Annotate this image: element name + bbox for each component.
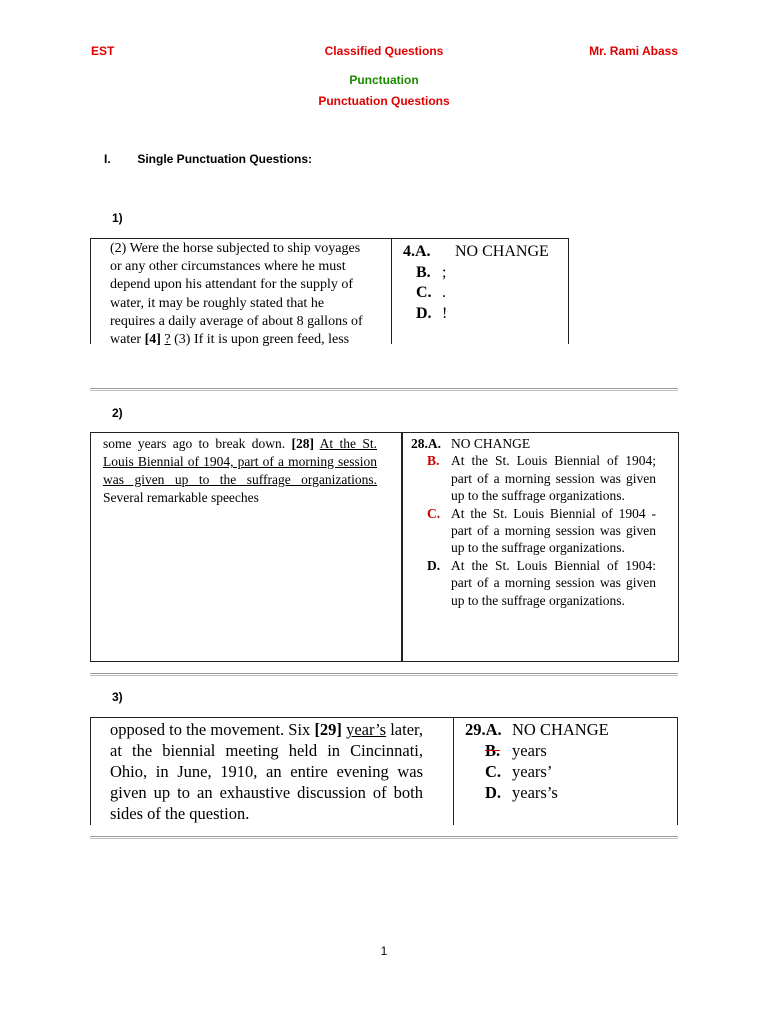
- q2-underlined: At the St. Louis Biennial of 1904, part of a morning session was given up to the suffrage organizations.: [103, 436, 377, 487]
- option-row: [465, 740, 609, 761]
- option-text: At the St. Louis Biennial of 1904; part of a morning session was given up to the suffrage organizations.: [451, 453, 656, 504]
- q3-passage: [110, 719, 423, 824]
- option-row: [465, 782, 609, 803]
- question-label-3: 3): [112, 690, 123, 704]
- option-row: [403, 263, 549, 284]
- option-text: ;: [442, 263, 447, 281]
- section-heading: [104, 152, 312, 166]
- page-subtitle: Punctuation Questions: [318, 94, 450, 108]
- option-label: 4.A.: [403, 243, 431, 260]
- option-label: B.: [485, 741, 501, 760]
- divider: [90, 388, 678, 391]
- option-label: 28.A.: [411, 436, 441, 451]
- option-label: 29.A.: [465, 720, 502, 739]
- option-row: [465, 719, 609, 740]
- q3-underlined: year’s: [346, 720, 387, 739]
- question-label-2: 2): [112, 406, 123, 420]
- divider: [90, 836, 678, 839]
- q3-number: [29]: [314, 720, 342, 739]
- option-text: NO CHANGE: [512, 720, 609, 739]
- option-label: D.: [485, 783, 502, 802]
- q1-line: depend upon his attendant for the supply of: [110, 277, 354, 293]
- topic-title: Punctuation: [349, 73, 419, 87]
- header-center: Classified Questions: [324, 44, 444, 58]
- section-title: Single Punctuation Questions:: [137, 152, 313, 166]
- option-label: B.: [416, 263, 431, 281]
- option-text: years’: [512, 762, 553, 781]
- q1-line: (2) Were the horse subjected to ship voyages: [110, 241, 361, 256]
- q2-options: [411, 435, 656, 609]
- option-label: B.: [427, 453, 440, 469]
- header-right: Mr. Rami Abass: [589, 44, 678, 58]
- option-label: C.: [416, 284, 432, 301]
- option-row: [403, 304, 549, 325]
- q3-text: later, at the biennial meeting held in Cincinnati, Ohio, in June, 1910, an entire evening was given up to an exhaustive discussion of both sides of the question.: [110, 720, 423, 823]
- q3-options: [465, 719, 609, 803]
- option-text: !: [442, 304, 448, 322]
- option-row: [403, 242, 549, 263]
- page-number: 1: [380, 944, 388, 958]
- divider: [90, 673, 678, 676]
- option-row: [411, 557, 656, 609]
- header-left: EST: [91, 44, 115, 58]
- q1-line: requires a daily average of about 8 gallons of: [110, 313, 363, 329]
- q1-options: [403, 242, 549, 324]
- q2-text: Several remarkable speeches: [103, 490, 259, 505]
- option-label: C.: [485, 762, 502, 781]
- option-text: NO CHANGE: [451, 436, 531, 451]
- option-label: C.: [427, 505, 441, 521]
- option-text: At the St. Louis Biennial of 1904: part of a morning session was given up to the suffrage organizations.: [451, 557, 656, 608]
- q2-number: [28]: [291, 436, 315, 451]
- option-text: years’s: [512, 783, 558, 802]
- option-label: D.: [416, 304, 432, 322]
- q1-line: water, it may be roughly stated that he: [110, 295, 325, 311]
- option-text: .: [442, 284, 446, 301]
- q1-passage: [110, 240, 378, 349]
- option-row: [465, 761, 609, 782]
- option-text: years: [512, 741, 547, 760]
- q1-line-last: [110, 331, 378, 349]
- option-row: [411, 452, 656, 504]
- q1-text: (3) If it is upon green feed, less: [170, 332, 350, 348]
- q3-text: opposed to the movement. Six: [110, 720, 315, 739]
- q2-passage: [103, 435, 377, 507]
- q1-number: [4]: [144, 332, 161, 348]
- option-row: [411, 435, 656, 452]
- question-label-1: 1): [112, 211, 123, 225]
- option-text: At the St. Louis Biennial of 1904 - part of a morning session was given up to the suffrage organizations.: [451, 505, 656, 556]
- option-row: [403, 283, 549, 304]
- q2-text: some years ago to break down.: [103, 436, 292, 451]
- q1-line: or any other circumstances where he must: [110, 259, 346, 275]
- q1-text: water: [110, 332, 145, 348]
- section-number: I.: [104, 152, 111, 166]
- option-row: [411, 505, 656, 557]
- option-text: NO CHANGE: [455, 243, 549, 260]
- q1-underlined: ?: [164, 332, 171, 348]
- option-label: D.: [427, 557, 441, 573]
